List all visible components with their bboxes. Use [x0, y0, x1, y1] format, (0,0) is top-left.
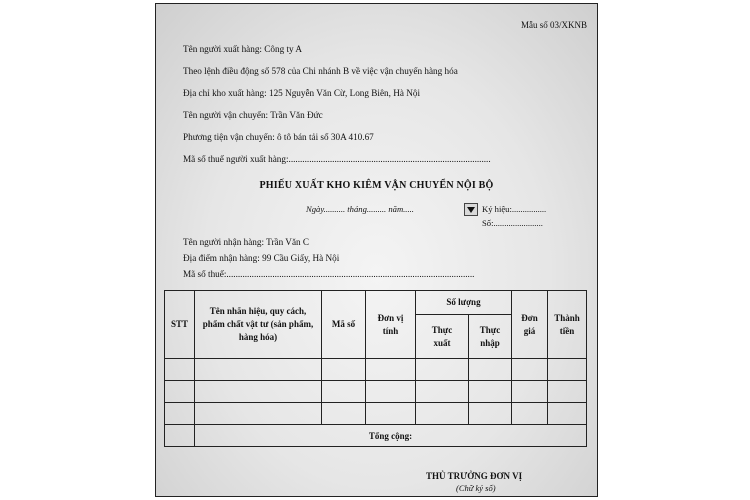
dropdown-arrow-icon[interactable]: [464, 203, 478, 216]
header-unit: Đơn vị tính: [366, 291, 416, 359]
signature-note: (Chữ ký số): [456, 483, 496, 493]
date-line: Ngày.......... tháng......... năm.....: [306, 204, 414, 214]
total-row: [165, 425, 587, 447]
form-sheet: [155, 3, 598, 497]
dispatch-order: Theo lệnh điều động số 578 của Chi nhánh B về việc vận chuyển hàng hóa: [183, 66, 458, 76]
header-amount: Thành tiền: [548, 291, 587, 359]
header-item-name: Tên nhãn hiệu, quy cách, phẩm chất vật tư (sản phẩm, hàng hóa): [195, 291, 322, 359]
header-quantity: Số lượng: [416, 291, 512, 315]
document-title: PHIẾU XUẤT KHO KIÊM VẬN CHUYỂN NỘI BỘ: [259, 180, 494, 191]
transporter-name: Tên người vận chuyển: Trần Văn Đức: [183, 110, 323, 120]
header-qty-in: Thực nhập: [469, 315, 512, 359]
number-field: Số:.......................: [482, 218, 543, 228]
receiving-location: Địa điểm nhận hàng: 99 Cầu Giấy, Hà Nội: [183, 253, 340, 263]
vehicle: Phương tiện vận chuyển: ô tô bán tải số 30A 410.67: [183, 132, 374, 142]
exporter-name: Tên người xuất hàng: Công ty A: [183, 44, 303, 54]
total-label: Tổng cộng:: [195, 425, 587, 447]
header-stt: STT: [165, 291, 195, 359]
table-row: [165, 359, 587, 381]
table-row: [165, 403, 587, 425]
header-code: Mã số: [322, 291, 366, 359]
table-row: [165, 381, 587, 403]
receiver-name: Tên người nhận hàng: Trần Văn C: [183, 237, 310, 247]
header-qty-out: Thực xuất: [416, 315, 469, 359]
exporter-tax-code: Mã số thuế người xuất hàng:........................................................................................: [183, 154, 491, 164]
symbol-field: Ký hiệu:................: [482, 204, 547, 214]
form-number: Mẫu số 03/XKNB: [520, 20, 587, 30]
header-unit-price: Đơn giá: [512, 291, 548, 359]
items-table: [164, 290, 587, 447]
receiver-tax-code: Mã số thuế:............................................................................................................: [183, 269, 475, 279]
signature-title: THỦ TRƯỞNG ĐƠN VỊ: [426, 471, 523, 481]
warehouse-address: Địa chỉ kho xuất hàng: 125 Nguyễn Văn Cừ, Long Biên, Hà Nội: [183, 88, 421, 98]
